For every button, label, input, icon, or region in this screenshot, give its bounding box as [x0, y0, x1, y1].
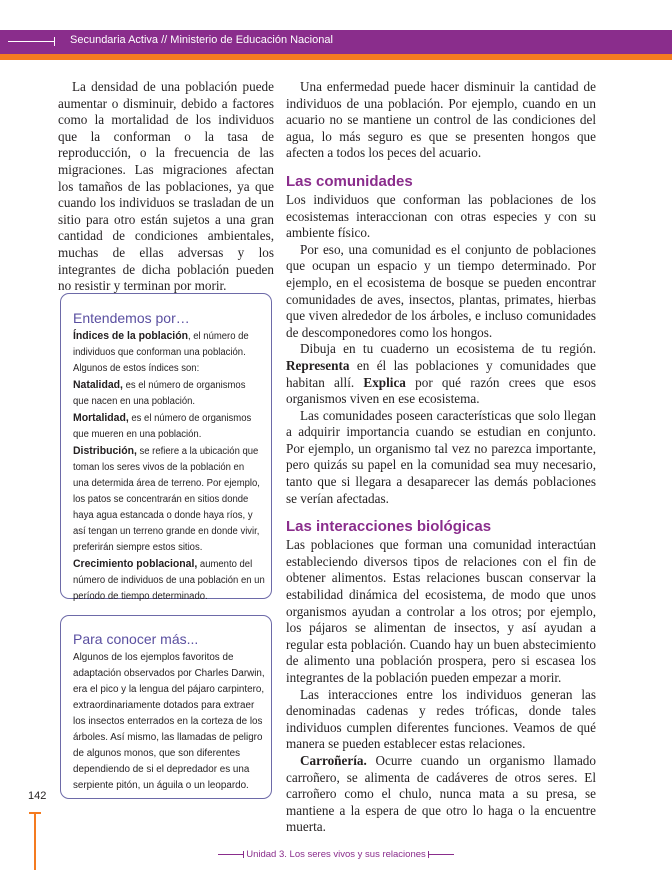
conocer-line: de algunos monos, que son diferentes [73, 748, 241, 759]
entendemos-body [73, 328, 265, 605]
right-intro: Una enfermedad puede hacer disminuir la cantidad de individuos de una población. Por ejemplo, cuando en un acuario no se mantiene un control de las condiciones del agua, lo más seguro es que se presenten hongos que afecten a todos los peces del acuario. [286, 79, 596, 161]
entendemos-line: que nacen en una población. [73, 396, 196, 407]
entendemos-line: una determida área de terreno. Por ejemplo, [73, 478, 260, 489]
entendemos-line: número de individuos de una población en un [73, 575, 265, 586]
conocer-line: era el pico y la lengua del pájaro carpintero, [73, 684, 265, 695]
comunidades-p4: Las comunidades poseen características que solo llegan a adquirir importancia cuando se estudian en conjunto. Por ejemplo, un organismo tal vez no parezca importante, pero quizás su papel en la comunidad sea muy necesario, tanto que si llegara a desaparecer las demás poblaciones se verían afectadas. [286, 407, 596, 506]
conocer-body [73, 650, 265, 794]
entendemos-line: los patos se concentrarán en sitios donde [73, 494, 249, 505]
conocer-line: serpiente pitón, un águila o un leopardo. [73, 780, 249, 791]
entendemos-line: Natalidad, es el número de organismos [73, 379, 246, 391]
comunidades-p2: Por eso, una comunidad es el conjunto de poblaciones que ocupan un espacio y un tiempo determinado. Por ejemplo, en el ecosistema de bosque se pueden encontrar comunidades de aves, insectos, plantas, primates, hierbas que viven alrededor de los árboles, e incluso comunidades de descomponedores como los hongos. [286, 241, 596, 340]
entendemos-line: individuos que conforman una población. [73, 347, 246, 358]
interacciones-p1: Las poblaciones que forman una comunidad interactúan estableciendo diversos tipos de relaciones con el fin de obtener alimentos. Estas relaciones buscan conservar la estabilidad dinámica del ecosistema, de modo que unos organismos ayudan a controlar a los otros; por ejemplo, los pájaros se alimentan de insectos, y así ayudan a regular esta población. Cuando hay un buen abstecimiento de alimento una población prospera, pero si escasea los integrantes de la población pueden empezar a morir. [286, 537, 596, 685]
entendemos-title: Entendemos por… [73, 310, 190, 326]
header-title: Secundaria Activa // Ministerio de Educación Nacional [70, 34, 333, 46]
page-number: 142 [28, 790, 47, 802]
conocer-line: dependiendo de si el depredador es una [73, 764, 250, 775]
entendemos-line: Algunos de estos índices son: [73, 363, 200, 374]
entendemos-line: preferirán siempre estos sitios. [73, 542, 203, 553]
margin-line [34, 812, 36, 870]
conocer-line: adaptación observados por Charles Darwin, [73, 668, 265, 679]
header-tick [8, 41, 54, 42]
conocer-line: árboles. Así mismo, las llamadas de peligro [73, 732, 263, 743]
header-stripe [0, 54, 672, 60]
entendemos-line: Índices de la población, el número de [73, 330, 249, 342]
comunidades-p1: Los individuos que conforman las poblaciones de los ecosistemas interaccionan con otras especies y con su ambiente físico. [286, 191, 596, 241]
entendemos-line: así tengan un terreno grande en donde vivir, [73, 526, 260, 537]
footer-bar-right [428, 854, 454, 856]
left-paragraph: La densidad de una población puede aumentar o disminuir, debido a factores como la mortalidad de los individuos que la conforman o la tasa de reproducción, o la frecuencia de las migraciones. Las migraciones afectan los tamaños de las poblaciones, ya que cuando los individuos se trasladan de un sitio para otro están sujetos a una gran cantidad de condiciones ambientales, muchas de ellas adversas y los integrantes de dicha población pueden no resistir y terminan por morir. [58, 79, 274, 294]
left-column [58, 79, 274, 295]
footer [0, 842, 672, 860]
header-tick-end [54, 37, 55, 46]
conocer-line: los insectos enterrados en la corteza de los [73, 716, 263, 727]
footer-bar-left [218, 854, 244, 856]
entendemos-box [60, 293, 272, 602]
right-column [286, 79, 596, 836]
interacciones-p3: Carroñería. Ocurre cuando un organismo llamado carroñero, se alimenta de cadáveres de otros seres. El carroñero como el chulo, nunca mata a su presa, se mantiene a la espera de que otro lo haga o la encuentre muerta. [286, 752, 596, 835]
comunidades-p3: Dibuja en tu cuaderno un ecosistema de tu región. Representa en él las poblaciones y comunidades que habitan allí. Explica por qué razón crees que esos organismos viven en ese ecosistema. [286, 341, 596, 407]
footer-text: Unidad 3. Los seres vivos y sus relaciones [246, 848, 426, 860]
entendemos-line: Mortalidad, es el número de organismos [73, 412, 252, 424]
conocer-title: Para conocer más... [73, 631, 199, 647]
entendemos-line: Distribución, se refiere a la ubicación que [73, 445, 259, 457]
entendemos-line: período de tiempo determinado. [73, 591, 208, 602]
conocer-line: extraordinariamente dotados para extraer [73, 700, 255, 711]
entendemos-line: Crecimiento poblacional, aumento del [73, 558, 253, 570]
section-title-interacciones: Las interacciones biológicas [286, 518, 492, 536]
section-title-comunidades: Las comunidades [286, 172, 413, 190]
entendemos-line: que mueren en una población. [73, 429, 202, 440]
interacciones-p2: Las interacciones entre los individuos generan las denominadas cadenas y redes tróficas, donde tales individuos cumplen diferentes funciones. Veamos de qué manera se pueden establecer estas relaciones. [286, 686, 596, 752]
entendemos-line: haya agua estancada o donde haya ríos, y [73, 510, 253, 521]
conocer-box [60, 615, 272, 799]
conocer-line: Algunos de los ejemplos favoritos de [73, 652, 234, 663]
entendemos-line: toman los seres vivos de la población en [73, 462, 245, 473]
